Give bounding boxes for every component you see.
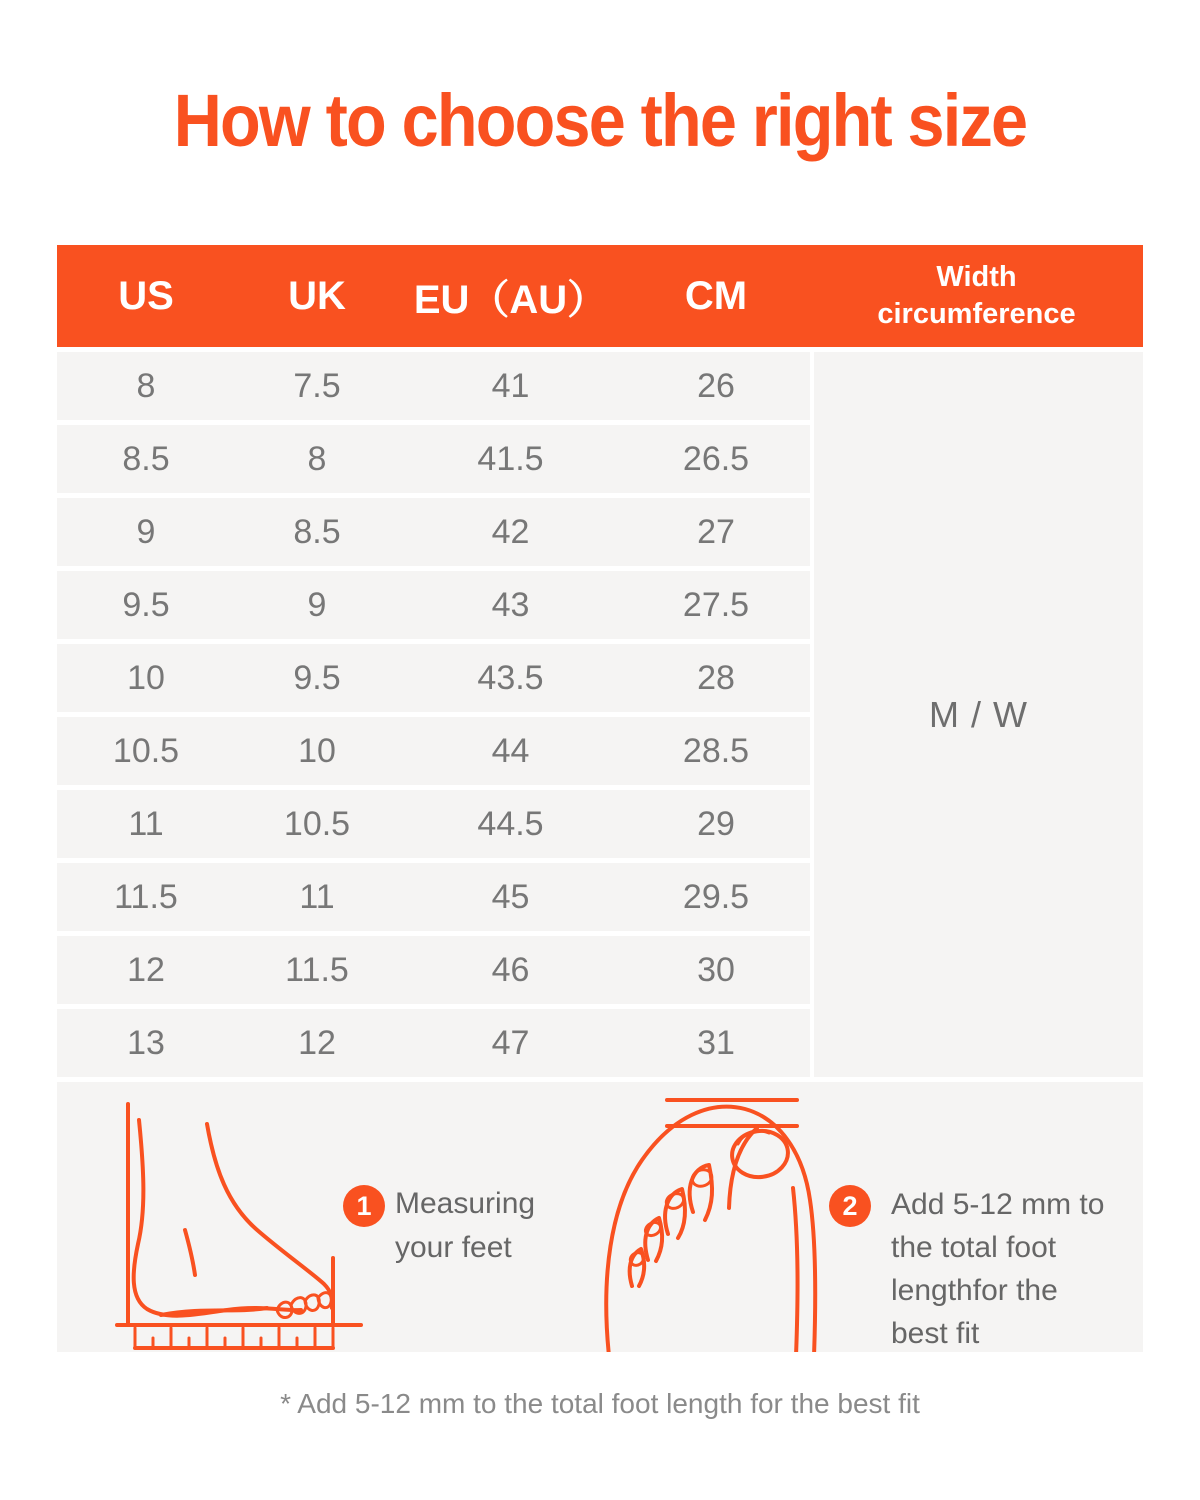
table-header-row: [57, 245, 1143, 347]
size-cell-uk: 10.5: [283, 804, 351, 843]
size-cell-us: 11: [128, 804, 164, 843]
step-2-caption: [891, 1183, 1104, 1352]
table-row: [57, 863, 810, 931]
size-cell-us: 10.5: [112, 731, 180, 770]
size-cell-cm: 27: [697, 512, 735, 551]
size-cell-uk: 8.5: [293, 512, 341, 551]
size-cell-us: 9: [136, 512, 156, 551]
column-header-uk: UK: [288, 273, 346, 318]
size-cell-cm: 29: [697, 804, 735, 843]
size-cell-eu: 46: [491, 950, 530, 989]
size-cell-eu: 44.5: [477, 804, 544, 843]
measuring-instructions-panel: [57, 1082, 1143, 1352]
size-cell-eu: 43: [491, 585, 530, 624]
size-cell-us: 10: [127, 658, 165, 697]
size-cell-cm: 27.5: [682, 585, 750, 624]
table-row: [57, 1009, 810, 1077]
size-cell-eu: 43.5: [477, 658, 544, 697]
table-row: [57, 717, 810, 785]
table-row: [57, 936, 810, 1004]
size-cell-cm: 26: [697, 366, 735, 405]
table-row: [57, 425, 810, 493]
step-2-caption-line: best fit: [891, 1317, 980, 1350]
width-circumference-cell: M / W: [814, 352, 1143, 1077]
size-cell-eu: 47: [491, 1023, 530, 1062]
size-cell-us: 8.5: [122, 439, 170, 478]
size-cell-eu: 41: [491, 366, 530, 405]
table-row: [57, 790, 810, 858]
step-2-badge: 2: [829, 1185, 871, 1227]
size-cell-us: 8: [136, 366, 156, 405]
step-1-badge: 1: [343, 1185, 385, 1227]
table-row: [57, 644, 810, 712]
footnote-text: * Add 5-12 mm to the total foot length for the best fit: [280, 1388, 920, 1419]
table-row: [57, 352, 810, 420]
step-1-caption-line: your feet: [395, 1231, 512, 1264]
size-cell-cm: 29.5: [682, 877, 750, 916]
width-header-line1: Width: [936, 261, 1017, 293]
size-cell-eu: 41.5: [477, 439, 544, 478]
size-cell-us: 9.5: [122, 585, 170, 624]
size-conversion-table: [57, 245, 1143, 1077]
step-2-caption-line: Add 5-12 mm to: [891, 1188, 1105, 1221]
size-cell-cm: 26.5: [682, 439, 750, 478]
size-cell-uk: 11.5: [285, 950, 349, 989]
size-cell-us: 13: [127, 1023, 165, 1062]
size-cell-eu: 45: [491, 877, 530, 916]
table-row: [57, 571, 810, 639]
width-header-line2: circumference: [877, 298, 1076, 330]
size-cell-uk: 11: [299, 877, 335, 916]
table-body: [57, 347, 1143, 1077]
column-header-width-circumference: [810, 245, 1143, 347]
size-cell-uk: 10: [298, 731, 336, 770]
size-cell-uk: 8: [307, 439, 327, 478]
size-cell-uk: 7.5: [293, 366, 341, 405]
size-cell-us: 11.5: [114, 877, 178, 916]
column-header-cm: CM: [684, 273, 748, 318]
size-cell-cm: 28.5: [682, 731, 750, 770]
size-cell-uk: 9.5: [293, 658, 341, 697]
size-cell-us: 12: [127, 950, 165, 989]
foot-top-width-illustration: [597, 1088, 847, 1352]
size-cell-cm: 30: [697, 950, 735, 989]
size-cell-cm: 28: [697, 658, 735, 697]
column-header-us: US: [118, 273, 174, 318]
foot-side-measure-illustration: [115, 1098, 365, 1350]
table-row: [57, 498, 810, 566]
step-1-caption: [395, 1182, 535, 1270]
step-1-caption-line: Measuring: [395, 1187, 536, 1220]
size-cell-eu: 42: [491, 512, 530, 551]
page-title: How to choose the right size: [173, 79, 1027, 162]
step-2-caption-line: lengthfor the: [891, 1274, 1058, 1307]
column-header-eu-au: EU（AU）: [413, 277, 608, 322]
size-cell-uk: 12: [298, 1023, 336, 1062]
table-body-rows: [57, 347, 810, 1077]
size-cell-eu: 44: [491, 731, 530, 770]
size-cell-uk: 9: [307, 585, 327, 624]
size-cell-cm: 31: [697, 1023, 735, 1062]
step-2-caption-line: the total foot: [891, 1231, 1057, 1264]
